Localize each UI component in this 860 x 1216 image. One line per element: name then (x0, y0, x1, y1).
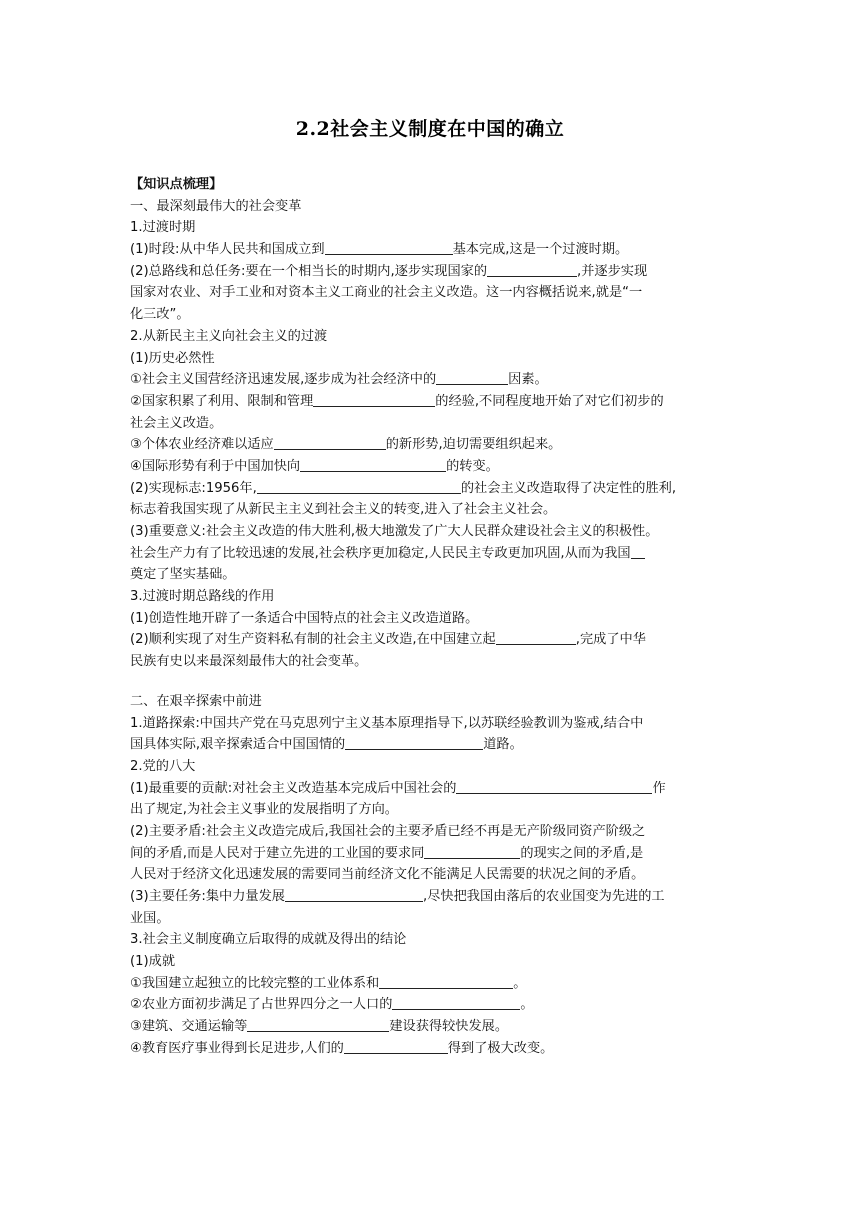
text: 的经验,不同程度地开始了对它们初步的 (435, 393, 664, 409)
text: ④国际形势有利于中国加快向 (130, 458, 301, 474)
text: 建设获得较快发展。 (389, 1019, 509, 1035)
spacer (130, 673, 740, 691)
text: 间的矛盾,而是人民对于建立先进的工业国的要求同 (130, 845, 425, 861)
text-line (130, 543, 740, 565)
text: (2)顺利实现了对生产资料私有制的社会主义改造,在中国建立起 (130, 632, 496, 648)
subsection-1-2-title: 2.从新民主主义向社会主义的过渡 (130, 328, 328, 344)
text-line: 社会主义改造。 (130, 415, 223, 431)
text: ①社会主义国营经济迅速发展,逐步成为社会经济中的 (130, 372, 437, 388)
text: 得到了极大改变。 (447, 1040, 554, 1056)
subheading: (1)历史必然性 (130, 350, 215, 366)
text-line (130, 1038, 740, 1060)
fill-blank[interactable] (247, 1017, 389, 1032)
fill-blank[interactable] (313, 392, 435, 407)
subsection-1-1-title: 1.过渡时期 (130, 220, 196, 236)
text-line: 化三改”。 (130, 307, 190, 323)
text: ②农业方面初步满足了占世界四分之一人口的 (130, 997, 393, 1013)
text: ④教育医疗事业得到长足进步,人们的 (130, 1040, 344, 1056)
subsection-2-3-title: 3.社会主义制度确立后取得的成就及得出的结论 (130, 932, 407, 948)
fill-blank[interactable] (487, 262, 577, 277)
fill-blank[interactable] (424, 844, 520, 859)
fill-blank[interactable] (436, 370, 508, 385)
fill-blank[interactable] (392, 995, 520, 1010)
text-line (130, 778, 740, 800)
text-line (130, 456, 740, 478)
text: 的新形势,迫切需要组织起来。 (385, 437, 562, 453)
text-line (130, 391, 740, 413)
text: 作 (652, 780, 666, 796)
fill-blank[interactable] (274, 435, 386, 450)
text: ①我国建立起独立的比较完整的工业体系和 (130, 975, 380, 991)
text: 因素。 (508, 372, 548, 388)
text: (1)时段:从中华人民共和国成立到 (130, 242, 325, 258)
fill-blank[interactable] (300, 457, 446, 472)
text-line (130, 434, 740, 456)
text-line (130, 994, 740, 1016)
text-line: (3)重要意义:社会主义改造的伟大胜利,极大地激发了广大人民群众建设社会主义的积极性。 (130, 524, 659, 539)
worksheet-content (130, 174, 740, 1060)
fill-blank[interactable] (496, 630, 576, 645)
text: (2)总路线和总任务:要在一个相当长的时期内,逐步实现国家的 (130, 263, 488, 279)
text: 道路。 (483, 737, 523, 753)
text: 的社会主义改造取得了决定性的胜利, (460, 480, 677, 496)
text-line: 奠定了坚实基础。 (130, 567, 236, 583)
text-line: 国家对农业、对手工业和对资本主义工商业的社会主义改造。这一内容概括说来,就是“一 (130, 285, 643, 301)
text-line (130, 629, 740, 651)
text: (1)最重要的贡献:对社会主义改造基本完成后中国社会的 (130, 780, 457, 796)
text: 的现实之间的矛盾,是 (520, 845, 644, 861)
text: (2)实现标志:1956年, (130, 480, 257, 496)
fill-blank[interactable] (285, 887, 423, 902)
text: 国具体实际,艰辛探索适合中国国情的 (130, 737, 346, 753)
text: 的转变。 (446, 458, 499, 474)
fill-blank[interactable] (631, 544, 645, 559)
text: 基本完成,这是一个过渡时期。 (452, 242, 629, 258)
text: ③建筑、交通运输等 (130, 1019, 248, 1035)
text: 社会生产力有了比较迅速的发展,社会秩序更加稳定,人民民主专政更加巩固,从而为我国 (130, 545, 631, 561)
text: ③个体农业经济难以适应 (130, 437, 274, 453)
text-line: 业国。 (130, 910, 170, 926)
text-line: 民族有史以来最深刻最伟大的社会变革。 (130, 654, 368, 670)
text-line (130, 734, 740, 756)
text-line: 标志着我国实现了从新民主主义到社会主义的转变,进入了社会主义社会。 (130, 502, 557, 518)
text-line: 人民对于经济文化迅速发展的需要同当前经济文化不能满足人民需要的状况之间的矛盾。 (130, 867, 645, 883)
text-line (130, 886, 740, 908)
section-heading: 【知识点梳理】 (130, 177, 223, 192)
text-line (130, 369, 740, 391)
text-line (130, 1016, 740, 1038)
text-line (130, 973, 740, 995)
text: 。 (513, 975, 527, 991)
text: ②国家积累了利用、限制和管理 (130, 393, 314, 409)
fill-blank[interactable] (345, 735, 483, 750)
text: (3)主要任务:集中力量发展 (130, 889, 285, 904)
text-line: (1)创造性地开辟了一条适合中国特点的社会主义改造道路。 (130, 610, 479, 626)
section-1-title: 一、最深刻最伟大的社会变革 (130, 198, 302, 214)
text: ,尽快把我国由落后的农业国变为先进的工 (423, 889, 665, 904)
fill-blank[interactable] (379, 974, 513, 989)
text: 。 (520, 997, 534, 1013)
text: ,完成了中华 (575, 632, 646, 648)
subheading: (1)成就 (130, 954, 176, 970)
page-title: 2.2社会主义制度在中国的确立 (295, 118, 565, 140)
subsection-1-3-title: 3.过渡时期总路线的作用 (130, 589, 275, 605)
text-line (130, 478, 740, 500)
text-line: (2)主要矛盾:社会主义改造完成后,我国社会的主要矛盾已经不再是无产阶级同资产阶级之 (130, 823, 646, 839)
text-line (130, 843, 740, 865)
text: ,并逐步实现 (577, 263, 648, 279)
fill-blank[interactable] (325, 240, 453, 255)
fill-blank[interactable] (456, 779, 652, 794)
fill-blank[interactable] (344, 1039, 448, 1054)
text-line: 出了规定,为社会主义事业的发展指明了方向。 (130, 802, 398, 818)
fill-blank[interactable] (257, 479, 461, 494)
text-line (130, 239, 740, 261)
subsection-2-2-title: 2.党的八大 (130, 758, 196, 774)
text-line (130, 261, 740, 283)
text-line: 1.道路探索:中国共产党在马克思列宁主义基本原理指导下,以苏联经验教训为鉴戒,结合中 (130, 715, 644, 731)
section-2-title: 二、在艰辛探索中前进 (130, 693, 262, 709)
